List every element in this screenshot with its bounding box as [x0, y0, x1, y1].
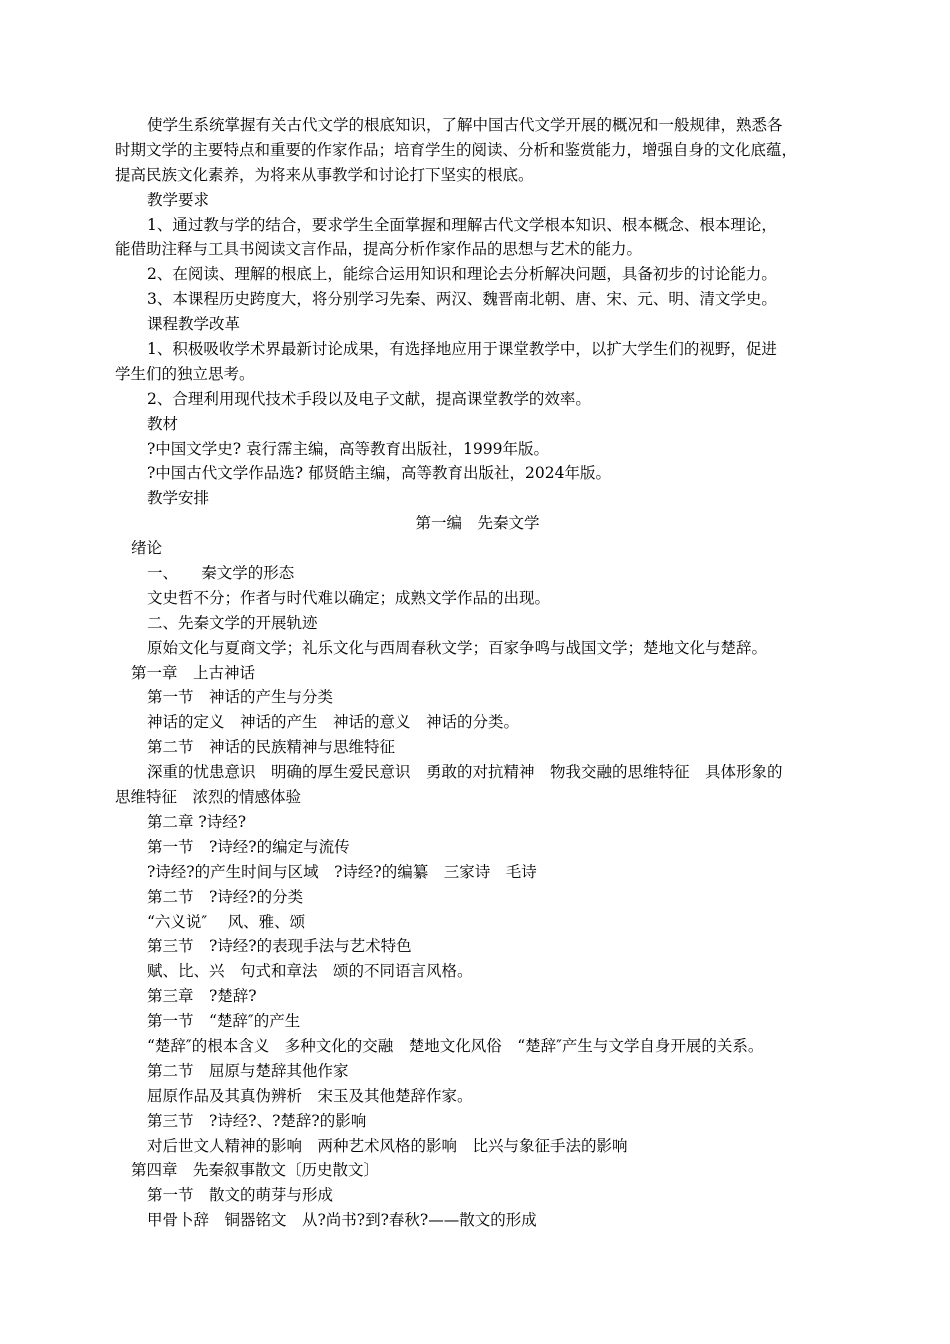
- text-line: 教材: [147, 414, 179, 433]
- text-line: 第三章 ?楚辞?: [147, 987, 257, 1006]
- text-line: ?中国文学史? 袁行霈主编，高等教育出版社，1999年版。: [147, 439, 549, 458]
- text-line: “楚辞″的根本含义 多种文化的交融 楚地文化风俗 “楚辞″产生与文学自身开展的关系。: [147, 1036, 764, 1055]
- text-line: 第三节 ?诗经?的表现手法与艺术特色: [147, 937, 412, 956]
- text-line: 1、通过教与学的结合，要求学生全面掌握和理解古代文学根本知识、根本概念、根本理论，: [147, 215, 777, 234]
- text-line: 时期文学的主要特点和重要的作家作品；培育学生的阅读、分析和鉴赏能力，增强自身的文化底蕴，: [115, 140, 798, 159]
- text-line: 第三节 ?诗经?、?楚辞?的影响: [147, 1111, 367, 1130]
- text-line: 学生们的独立思考。: [115, 364, 255, 383]
- text-line: ?中国古代文学作品选? 郁贤皓主编，高等教育出版社，2024年版。: [147, 464, 611, 483]
- text-line: 3、本课程历史跨度大，将分别学习先秦、两汉、魏晋南北朝、唐、宋、元、明、清文学史。: [147, 290, 777, 309]
- text-line: 教学要求: [147, 190, 210, 209]
- text-line: 第一节 “楚辞″的产生: [147, 1012, 301, 1031]
- text-line: 神话的定义 神话的产生 神话的意义 神话的分类。: [147, 713, 520, 732]
- text-line: 第一节 ?诗经?的编定与流传: [147, 837, 350, 856]
- text-line: 2、在阅读、理解的根底上，能综合运用知识和理论去分析解决问题，具备初步的讨论能力。: [147, 265, 777, 284]
- text-line: 原始文化与夏商文学；礼乐文化与西周春秋文学；百家争鸣与战国文学；楚地文化与楚辞。: [147, 638, 768, 657]
- text-line: 甲骨卜辞 铜器铭文 从?尚书?到?春秋?——散文的形成: [147, 1211, 537, 1230]
- text-line: “六义说″ 风、雅、颂: [147, 912, 306, 931]
- text-line: 1、积极吸收学术界最新讨论成果，有选择地应用于课堂教学中，以扩大学生们的视野，促进: [147, 340, 777, 359]
- text-line: 使学生系统掌握有关古代文学的根底知识，了解中国古代文学开展的概况和一般规律，熟悉各: [147, 116, 783, 134]
- text-line: 对后世文人精神的影响 两种艺术风格的影响 比兴与象征手法的影响: [147, 1136, 628, 1155]
- text-line: 一、 秦文学的形态: [147, 564, 295, 583]
- text-line: 2、合理利用现代技术手段以及电子文献，提高课堂教学的效率。: [147, 389, 591, 408]
- text-line: 第二章 ?诗经?: [147, 812, 247, 831]
- text-line: 第一节 散文的萌芽与形成: [147, 1186, 334, 1205]
- text-line: ?诗经?的产生时间与区域 ?诗经?的编纂 三家诗 毛诗: [147, 862, 537, 881]
- text-line: 赋、比、兴 句式和章法 颂的不同语言风格。: [147, 962, 473, 981]
- text-line: 能借助注释与工具书阅读文言作品，提高分析作家作品的思想与艺术的能力。: [115, 240, 643, 259]
- text-line: 第二节 ?诗经?的分类: [147, 887, 304, 906]
- text-line: 第二节 神话的民族精神与思维特征: [147, 738, 396, 757]
- text-line: 屈原作品及其真伪辨析 宋玉及其他楚辞作家。: [147, 1086, 473, 1105]
- text-line: 绪论: [131, 539, 163, 558]
- text-line: 文史哲不分；作者与时代难以确定；成熟文学作品的出现。: [147, 588, 551, 607]
- document-body: [115, 113, 840, 1233]
- text-line: 深重的忧患意识 明确的厚生爱民意识 勇敢的对抗精神 物我交融的思维特征 具体形象的: [147, 763, 783, 782]
- text-line: 教学安排: [147, 489, 210, 508]
- text-line: 课程教学改革: [147, 315, 241, 334]
- part-heading: 第一编 先秦文学: [415, 514, 540, 533]
- text-line: 第一节 神话的产生与分类: [147, 688, 334, 707]
- text-line: 二、先秦文学的开展轨迹: [147, 613, 318, 632]
- text-line: 提高民族文化素养，为将来从事教学和讨论打下坚实的根底。: [115, 165, 534, 184]
- text-line: 思维特征 浓烈的情感体验: [115, 788, 302, 807]
- text-line: 第一章 上古神话: [131, 663, 256, 682]
- text-line: 第二节 屈原与楚辞其他作家: [147, 1061, 349, 1080]
- text-line: 第四章 先秦叙事散文〔历史散文〕: [131, 1161, 380, 1180]
